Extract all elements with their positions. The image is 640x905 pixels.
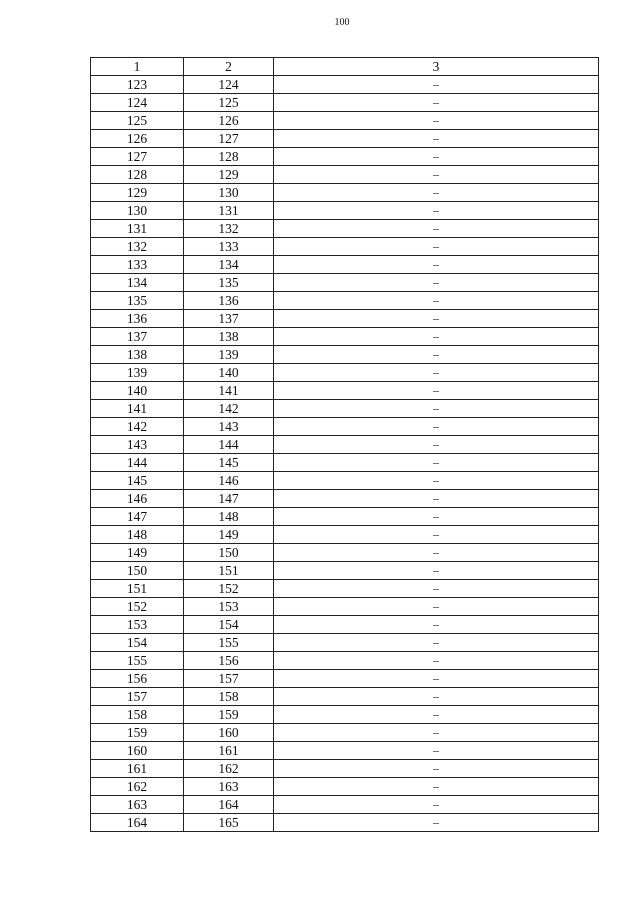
table-cell-col-1: 138 (91, 346, 184, 364)
table-cell-col-1: 158 (91, 706, 184, 724)
table-row (91, 796, 599, 814)
table-cell-col-3: – (274, 400, 599, 418)
table-cell-col-3: – (274, 742, 599, 760)
table-cell-col-1: 154 (91, 634, 184, 652)
table-row (91, 814, 599, 832)
table-cell-col-2: 140 (184, 364, 274, 382)
table-cell-col-1: 135 (91, 292, 184, 310)
table-cell-col-2: 129 (184, 166, 274, 184)
table-cell-col-3: – (274, 256, 599, 274)
table-cell-col-3: – (274, 274, 599, 292)
table-cell-col-3: – (274, 688, 599, 706)
table-cell-col-1: 162 (91, 778, 184, 796)
data-table-container (90, 57, 598, 832)
table-cell-col-1: 129 (91, 184, 184, 202)
table-cell-col-2: 134 (184, 256, 274, 274)
table-cell-col-3: – (274, 166, 599, 184)
table-cell-col-2: 154 (184, 616, 274, 634)
table-cell-col-1: 156 (91, 670, 184, 688)
table-row (91, 490, 599, 508)
table-cell-col-3: – (274, 112, 599, 130)
table-cell-col-2: 133 (184, 238, 274, 256)
table-cell-col-1: 145 (91, 472, 184, 490)
table-cell-col-2: 155 (184, 634, 274, 652)
table-cell-col-3: – (274, 418, 599, 436)
table-row (91, 544, 599, 562)
table-row (91, 580, 599, 598)
table-cell-col-2: 135 (184, 274, 274, 292)
column-header-1: 1 (91, 58, 184, 76)
table-row (91, 346, 599, 364)
table-row (91, 760, 599, 778)
table-cell-col-2: 151 (184, 562, 274, 580)
column-header-3: 3 (274, 58, 599, 76)
table-cell-col-3: – (274, 364, 599, 382)
table-cell-col-1: 163 (91, 796, 184, 814)
table-cell-col-3: – (274, 310, 599, 328)
table-cell-col-1: 146 (91, 490, 184, 508)
table-cell-col-2: 139 (184, 346, 274, 364)
table-cell-col-2: 156 (184, 652, 274, 670)
table-cell-col-2: 142 (184, 400, 274, 418)
table-cell-col-1: 132 (91, 238, 184, 256)
table-cell-col-2: 138 (184, 328, 274, 346)
table-cell-col-3: – (274, 382, 599, 400)
table-cell-col-3: – (274, 652, 599, 670)
table-cell-col-2: 132 (184, 220, 274, 238)
table-row (91, 472, 599, 490)
table-cell-col-1: 123 (91, 76, 184, 94)
table-cell-col-3: – (274, 238, 599, 256)
table-cell-col-2: 124 (184, 76, 274, 94)
table-row (91, 634, 599, 652)
table-cell-col-3: – (274, 598, 599, 616)
table-cell-col-1: 126 (91, 130, 184, 148)
table-cell-col-3: – (274, 616, 599, 634)
table-row (91, 76, 599, 94)
table-row (91, 292, 599, 310)
table-cell-col-2: 160 (184, 724, 274, 742)
table-row (91, 220, 599, 238)
table-cell-col-2: 158 (184, 688, 274, 706)
table-row (91, 166, 599, 184)
header-row (91, 58, 599, 76)
table-cell-col-1: 164 (91, 814, 184, 832)
table-cell-col-3: – (274, 148, 599, 166)
table-row (91, 256, 599, 274)
table-row (91, 274, 599, 292)
table-cell-col-2: 148 (184, 508, 274, 526)
table-cell-col-1: 128 (91, 166, 184, 184)
table-row (91, 688, 599, 706)
table-cell-col-3: – (274, 796, 599, 814)
table-row (91, 526, 599, 544)
table-cell-col-1: 143 (91, 436, 184, 454)
table-cell-col-1: 148 (91, 526, 184, 544)
page-number: 100 (334, 17, 350, 28)
table-row (91, 670, 599, 688)
table-cell-col-3: – (274, 814, 599, 832)
table-cell-col-3: – (274, 202, 599, 220)
table-cell-col-2: 161 (184, 742, 274, 760)
table-row (91, 418, 599, 436)
table-row (91, 454, 599, 472)
table-row (91, 616, 599, 634)
table-cell-col-2: 125 (184, 94, 274, 112)
table-cell-col-3: – (274, 670, 599, 688)
table-row (91, 652, 599, 670)
table-cell-col-3: – (274, 490, 599, 508)
table-row (91, 94, 599, 112)
table-cell-col-1: 152 (91, 598, 184, 616)
table-cell-col-2: 152 (184, 580, 274, 598)
table-cell-col-1: 147 (91, 508, 184, 526)
table-row (91, 778, 599, 796)
table-cell-col-1: 130 (91, 202, 184, 220)
data-table (90, 57, 599, 832)
table-cell-col-1: 141 (91, 400, 184, 418)
table-cell-col-1: 142 (91, 418, 184, 436)
table-cell-col-2: 144 (184, 436, 274, 454)
table-cell-col-3: – (274, 130, 599, 148)
table-cell-col-2: 147 (184, 490, 274, 508)
table-row (91, 238, 599, 256)
table-row (91, 148, 599, 166)
table-cell-col-3: – (274, 544, 599, 562)
table-row (91, 328, 599, 346)
table-row (91, 130, 599, 148)
table-cell-col-2: 145 (184, 454, 274, 472)
table-cell-col-3: – (274, 220, 599, 238)
table-row (91, 382, 599, 400)
table-cell-col-3: – (274, 580, 599, 598)
table-cell-col-3: – (274, 724, 599, 742)
table-cell-col-1: 134 (91, 274, 184, 292)
table-row (91, 436, 599, 454)
table-row (91, 562, 599, 580)
table-cell-col-3: – (274, 94, 599, 112)
table-cell-col-2: 153 (184, 598, 274, 616)
table-row (91, 724, 599, 742)
table-cell-col-1: 137 (91, 328, 184, 346)
table-cell-col-2: 141 (184, 382, 274, 400)
table-cell-col-1: 127 (91, 148, 184, 166)
table-cell-col-2: 165 (184, 814, 274, 832)
table-cell-col-3: – (274, 472, 599, 490)
table-cell-col-3: – (274, 562, 599, 580)
table-cell-col-2: 159 (184, 706, 274, 724)
table-row (91, 202, 599, 220)
table-cell-col-3: – (274, 526, 599, 544)
table-cell-col-3: – (274, 778, 599, 796)
table-cell-col-1: 157 (91, 688, 184, 706)
table-cell-col-1: 131 (91, 220, 184, 238)
table-cell-col-3: – (274, 454, 599, 472)
table-cell-col-1: 151 (91, 580, 184, 598)
table-cell-col-1: 160 (91, 742, 184, 760)
table-cell-col-1: 139 (91, 364, 184, 382)
table-row (91, 742, 599, 760)
table-cell-col-3: – (274, 508, 599, 526)
table-cell-col-2: 128 (184, 148, 274, 166)
table-cell-col-1: 140 (91, 382, 184, 400)
table-cell-col-1: 124 (91, 94, 184, 112)
table-cell-col-2: 127 (184, 130, 274, 148)
table-cell-col-2: 162 (184, 760, 274, 778)
table-row (91, 364, 599, 382)
table-cell-col-2: 137 (184, 310, 274, 328)
table-cell-col-2: 149 (184, 526, 274, 544)
table-cell-col-3: – (274, 760, 599, 778)
table-row (91, 706, 599, 724)
table-header (91, 58, 599, 76)
table-cell-col-3: – (274, 436, 599, 454)
table-cell-col-1: 136 (91, 310, 184, 328)
table-cell-col-3: – (274, 328, 599, 346)
table-row (91, 310, 599, 328)
table-cell-col-1: 153 (91, 616, 184, 634)
table-cell-col-1: 150 (91, 562, 184, 580)
table-cell-col-1: 125 (91, 112, 184, 130)
table-cell-col-2: 157 (184, 670, 274, 688)
table-cell-col-3: – (274, 706, 599, 724)
table-cell-col-2: 136 (184, 292, 274, 310)
table-cell-col-3: – (274, 634, 599, 652)
table-cell-col-2: 150 (184, 544, 274, 562)
table-cell-col-2: 146 (184, 472, 274, 490)
table-row (91, 184, 599, 202)
table-cell-col-2: 164 (184, 796, 274, 814)
table-cell-col-1: 161 (91, 760, 184, 778)
table-row (91, 112, 599, 130)
table-cell-col-2: 131 (184, 202, 274, 220)
table-cell-col-1: 159 (91, 724, 184, 742)
table-cell-col-3: – (274, 346, 599, 364)
table-cell-col-2: 130 (184, 184, 274, 202)
table-row (91, 400, 599, 418)
table-cell-col-1: 149 (91, 544, 184, 562)
table-cell-col-1: 144 (91, 454, 184, 472)
column-header-2: 2 (184, 58, 274, 76)
table-cell-col-2: 143 (184, 418, 274, 436)
table-row (91, 508, 599, 526)
table-cell-col-3: – (274, 292, 599, 310)
table-cell-col-3: – (274, 184, 599, 202)
table-row (91, 598, 599, 616)
table-body (91, 76, 599, 832)
table-cell-col-1: 155 (91, 652, 184, 670)
table-cell-col-2: 163 (184, 778, 274, 796)
table-cell-col-1: 133 (91, 256, 184, 274)
table-cell-col-2: 126 (184, 112, 274, 130)
table-cell-col-3: – (274, 76, 599, 94)
